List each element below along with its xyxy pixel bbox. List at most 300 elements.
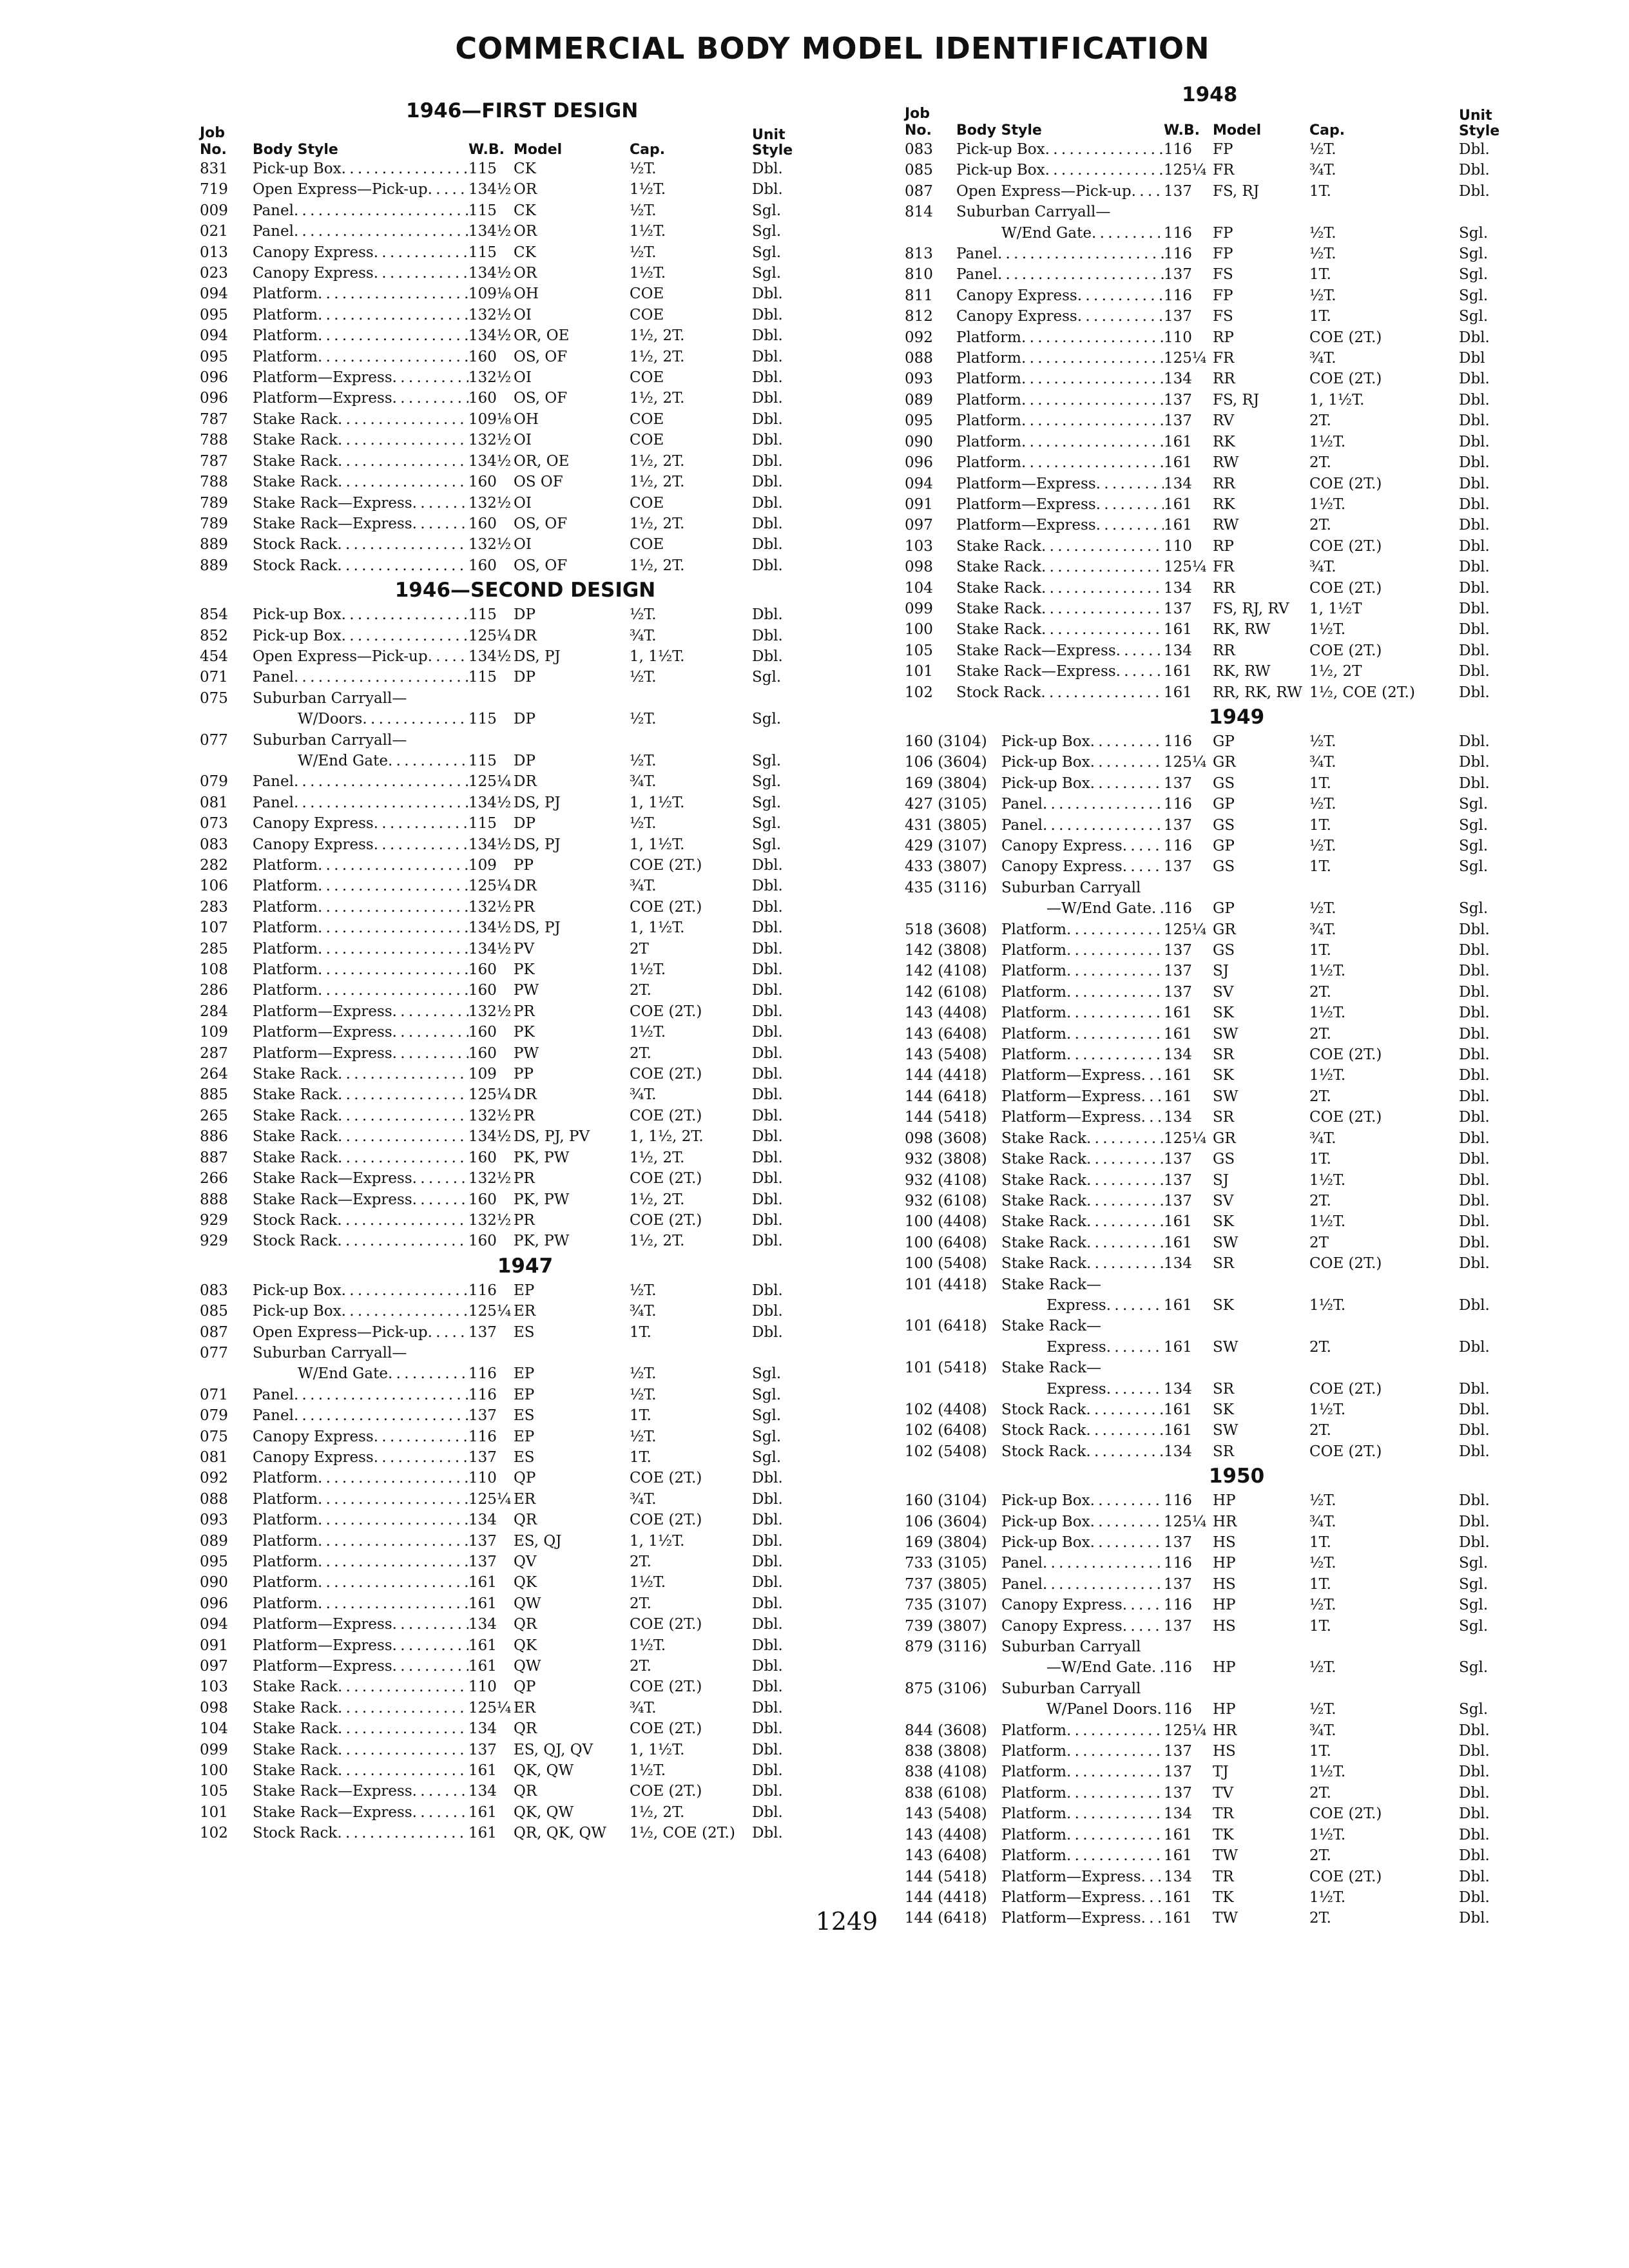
body-style-text: Platform	[1001, 1025, 1066, 1043]
capacity: ¾T.	[1309, 921, 1336, 938]
body-style	[1001, 1086, 1164, 1107]
model: DP	[514, 669, 535, 686]
job-no: 095	[905, 412, 933, 430]
body-style-text: Pick-up Box	[253, 627, 342, 644]
unit-style: Dbl.	[1459, 495, 1490, 513]
body-style-text: Express	[1046, 1380, 1106, 1398]
job-no: 101 (5418)	[905, 1360, 987, 1377]
wheelbase: 115	[468, 244, 497, 261]
unit-style: Dbl.	[1459, 475, 1490, 492]
dot-leader	[1086, 1441, 1164, 1462]
job-no: 285	[200, 940, 228, 957]
table-row	[905, 752, 1568, 773]
body-style-text: Stock Rack	[253, 1825, 338, 1842]
body-style	[1001, 982, 1164, 1003]
wheelbase: 161	[468, 1574, 497, 1591]
header-wb: W.B.	[468, 142, 505, 158]
capacity: 1½T.	[1309, 433, 1346, 450]
body-style	[253, 813, 468, 834]
unit-style: Dbl.	[1459, 412, 1490, 430]
table-row	[905, 1399, 1568, 1420]
unit-style: Dbl.	[752, 557, 783, 574]
body-style-text: Stake Rack—Express	[253, 1191, 412, 1208]
unit-style: Dbl.	[752, 536, 783, 553]
model: GS	[1213, 1151, 1235, 1168]
dot-leader	[374, 813, 468, 834]
model: DR	[514, 773, 537, 791]
table-row	[200, 284, 851, 304]
body-style-text: Canopy Express	[1001, 1597, 1123, 1614]
body-style-text: Panel	[253, 223, 294, 240]
unit-style: Sgl.	[1459, 1659, 1489, 1677]
unit-style: Sgl.	[752, 223, 782, 240]
capacity	[1309, 1637, 1459, 1657]
body-style	[253, 200, 468, 221]
unit-style: Dbl.	[752, 348, 783, 365]
wheelbase: 125¼	[1164, 921, 1207, 938]
body-style	[253, 1510, 468, 1530]
job-no: 929	[200, 1233, 228, 1250]
dot-leader	[342, 159, 468, 179]
body-style	[1001, 1170, 1164, 1191]
body-style-text: Platform	[253, 919, 318, 937]
body-style	[253, 834, 468, 855]
wheelbase: 161	[1164, 1234, 1192, 1251]
capacity: 2T.	[1309, 517, 1331, 534]
wheelbase: 115	[468, 711, 497, 728]
body-style	[253, 1084, 468, 1105]
capacity: ½T.	[1309, 1659, 1336, 1677]
capacity: 1½T.	[1309, 1067, 1346, 1084]
body-style-text: Stock Rack	[1001, 1401, 1086, 1418]
dot-leader	[1092, 223, 1164, 244]
job-no: 737 (3805)	[905, 1575, 987, 1593]
body-style	[253, 626, 468, 646]
unit-style: Dbl.	[1459, 1234, 1490, 1251]
wheelbase: 160	[468, 982, 497, 999]
dot-leader	[318, 347, 468, 367]
header-model: Model	[1213, 122, 1262, 139]
capacity: COE	[630, 369, 664, 387]
body-style-text: Stake Rack—Express	[253, 1783, 412, 1800]
capacity: 2T.	[1309, 454, 1331, 472]
unit-style: Dbl.	[1459, 1067, 1490, 1084]
capacity	[1309, 1274, 1459, 1295]
model: DS, PJ	[514, 836, 561, 853]
capacity: 1T.	[1309, 858, 1331, 876]
capacity: ½T.	[630, 815, 657, 832]
table-row	[200, 1760, 851, 1781]
unit-style: Sgl.	[1459, 1575, 1489, 1593]
job-no: 099	[905, 600, 933, 617]
wheelbase: 137	[1164, 1617, 1192, 1635]
capacity: 1½, 2T.	[630, 515, 685, 532]
dot-leader	[1096, 494, 1164, 515]
wheelbase: 137	[1164, 942, 1192, 959]
unit-style: Dbl.	[1459, 1088, 1490, 1105]
body-style	[956, 661, 1164, 682]
body-style-text: Platform	[1001, 1004, 1066, 1022]
capacity: COE	[630, 432, 664, 449]
table-row	[200, 1280, 851, 1301]
capacity: 1½, COE (2T.)	[630, 1825, 735, 1842]
model: GP	[1213, 796, 1235, 813]
model: PK, PW	[514, 1149, 570, 1166]
capacity	[1309, 1316, 1459, 1336]
model	[1213, 1358, 1309, 1378]
job-no: 719	[200, 181, 228, 198]
unit-style: Dbl.	[1459, 559, 1490, 576]
body-style-text: Platform—Express	[1001, 1109, 1141, 1126]
unit-style: Dbl.	[1459, 1513, 1490, 1530]
job-no: 101 (6418)	[905, 1318, 987, 1335]
body-style-text: Platform	[1001, 983, 1066, 1001]
dot-leader	[392, 1001, 468, 1022]
table-row	[905, 1637, 1568, 1657]
model: ES	[514, 1407, 535, 1425]
unit-style: Dbl.	[1459, 1004, 1490, 1022]
body-style	[253, 1781, 468, 1802]
dot-leader	[294, 1385, 468, 1405]
wheelbase: 134	[1164, 1443, 1192, 1460]
model: RK, RW	[1213, 621, 1271, 639]
unit-style: Dbl.	[752, 369, 783, 387]
capacity: ¾T.	[630, 878, 657, 895]
table-row	[200, 855, 851, 876]
capacity: 1½, 2T.	[630, 390, 685, 407]
capacity: ½T.	[630, 1386, 657, 1403]
unit-style: Dbl.	[1459, 921, 1490, 938]
body-style-text: Platform	[253, 1553, 318, 1570]
body-style	[253, 604, 468, 625]
dot-leader	[338, 1106, 468, 1126]
model: TR	[1213, 1868, 1234, 1885]
capacity: ½T.	[1309, 838, 1336, 854]
dot-leader	[338, 472, 468, 492]
table-row	[200, 688, 851, 709]
table-row	[905, 731, 1568, 752]
capacity: 1T.	[1309, 1575, 1331, 1593]
wheelbase: 137	[468, 1323, 497, 1341]
model: PR	[514, 1170, 535, 1187]
wheelbase: 116	[1164, 733, 1192, 750]
body-style	[956, 348, 1164, 369]
body-style-text: Suburban Carryall—	[253, 689, 407, 707]
dot-leader	[374, 834, 468, 855]
dot-leader	[318, 1489, 468, 1510]
model: ES, QJ	[514, 1532, 562, 1550]
table-row	[200, 1552, 851, 1572]
body-style-text: Platform—Express	[1001, 1067, 1141, 1084]
capacity: ¾T.	[1309, 1722, 1336, 1739]
model: DS, PJ, PV	[514, 1128, 590, 1146]
model: OR	[514, 181, 537, 198]
body-style-text: Platform	[253, 327, 318, 345]
header-unit-line2: Style	[1459, 123, 1500, 139]
dot-leader	[1041, 619, 1164, 640]
table-row	[905, 1379, 1568, 1399]
body-style	[253, 1447, 468, 1468]
job-no: 788	[200, 474, 228, 491]
body-style-text: Panel	[253, 773, 294, 791]
unit-style: Dbl.	[752, 1170, 783, 1187]
body-style-text: Suburban Carryall	[1001, 1680, 1141, 1697]
dot-leader	[1066, 1825, 1164, 1845]
model: FP	[1213, 287, 1233, 304]
body-style-text: Stake Rack	[1001, 1129, 1086, 1147]
model: OI	[514, 536, 532, 553]
job-no: 095	[200, 348, 228, 365]
section-title: 1947	[497, 1254, 554, 1278]
job-no: 838 (4108)	[905, 1763, 987, 1781]
capacity: 1T.	[1309, 308, 1331, 325]
body-style-text: Panel	[253, 202, 294, 219]
body-style-text: Platform	[253, 1595, 318, 1612]
unit-style	[1459, 878, 1510, 898]
wheelbase: 161	[1164, 1004, 1192, 1022]
unit-style: Dbl.	[752, 1532, 783, 1550]
table-row	[905, 640, 1568, 661]
unit-style: Sgl.	[1459, 224, 1489, 242]
model: DR	[514, 878, 537, 895]
body-style-text: Platform	[1001, 1743, 1066, 1760]
model: TJ	[1213, 1763, 1229, 1781]
wheelbase: 161	[1164, 495, 1192, 513]
unit-style: Sgl.	[752, 244, 782, 261]
unit-style: Dbl.	[752, 1490, 783, 1508]
table-row	[905, 898, 1568, 919]
dot-leader	[1090, 1532, 1164, 1553]
unit-style: Sgl.	[752, 202, 782, 219]
job-no: 102 (5408)	[905, 1443, 987, 1460]
wheelbase: 137	[468, 1448, 497, 1466]
unit-style: Dbl.	[752, 1512, 783, 1529]
table-row	[905, 878, 1568, 898]
job-no: 889	[200, 557, 228, 574]
body-style-text: Platform—Express	[253, 390, 392, 407]
model: FP	[1213, 141, 1233, 158]
job-no: 098	[905, 559, 933, 576]
wheelbase: 125¼	[468, 1086, 512, 1104]
table-row	[905, 1358, 1568, 1378]
model: SR	[1213, 1255, 1235, 1273]
model: SK	[1213, 1067, 1234, 1084]
dot-leader	[318, 959, 468, 980]
wheelbase: 134	[1164, 642, 1192, 659]
unit-style: Dbl.	[1459, 1784, 1490, 1802]
wheelbase: 161	[468, 1803, 497, 1821]
unit-style: Sgl.	[752, 711, 782, 728]
body-style	[1001, 752, 1164, 773]
capacity: COE (2T.)	[1309, 1868, 1382, 1885]
job-no	[200, 751, 253, 771]
unit-style: Dbl.	[1459, 983, 1490, 1001]
table-row	[905, 1065, 1568, 1086]
body-style	[253, 1168, 468, 1189]
model: FS	[1213, 266, 1233, 284]
body-style	[956, 327, 1164, 348]
wheelbase: 137	[1164, 983, 1192, 1001]
wheelbase: 160	[468, 1233, 497, 1250]
wheelbase: 134	[1164, 579, 1192, 597]
wheelbase: 134	[1164, 1255, 1192, 1273]
unit-style: Dbl.	[752, 1323, 783, 1341]
model	[1213, 1678, 1309, 1699]
body-style-text: Pick-up Box	[253, 606, 342, 624]
table-row	[200, 347, 851, 367]
unit-style: Sgl.	[752, 752, 782, 769]
body-style-text: Platform—Express	[1001, 1868, 1141, 1885]
body-style	[253, 493, 468, 514]
body-style-text: Platform	[1001, 1805, 1066, 1823]
wheelbase: 137	[1164, 600, 1192, 617]
dot-leader	[392, 1614, 468, 1635]
unit-style: Dbl.	[752, 306, 783, 323]
body-style	[1001, 878, 1164, 898]
body-style-text: Platform	[253, 348, 318, 365]
dot-leader	[1041, 557, 1164, 577]
model: DP	[514, 606, 535, 624]
capacity: 1½, 2T.	[630, 474, 685, 491]
wheelbase: 161	[1164, 684, 1192, 701]
unit-style: Dbl.	[752, 410, 783, 428]
table-row	[905, 264, 1568, 285]
body-style-text: W/Doors	[298, 711, 363, 728]
dot-leader	[318, 918, 468, 938]
job-no: 083	[200, 1282, 228, 1299]
unit-style	[1459, 1274, 1510, 1295]
body-style-text: Canopy Express	[956, 287, 1077, 304]
job-no: 101 (4418)	[905, 1276, 987, 1293]
job-no: 089	[905, 391, 933, 408]
dot-leader	[318, 939, 468, 959]
model	[514, 730, 630, 751]
capacity: 1½T.	[630, 1024, 666, 1041]
page-number: 1249	[815, 1907, 878, 1936]
body-style-text: Platform	[253, 857, 318, 874]
table-row	[200, 534, 851, 555]
capacity: 1½T.	[630, 181, 666, 198]
section-title: 1946—FIRST DESIGN	[406, 99, 639, 122]
body-style	[253, 1001, 468, 1022]
table-row	[200, 939, 851, 959]
unit-style: Dbl.	[1459, 1443, 1490, 1460]
model: PR	[514, 898, 535, 916]
model: HP	[1213, 1492, 1236, 1510]
dot-leader	[318, 1572, 468, 1593]
body-style-text: Stake Rack	[253, 1678, 338, 1696]
model: SR	[1213, 1443, 1235, 1460]
unit-style: Dbl.	[1459, 1805, 1490, 1823]
table-row	[200, 834, 851, 855]
body-style	[956, 494, 1164, 515]
body-style-text: Platform—Express	[253, 1616, 392, 1633]
wheelbase: 115	[468, 202, 497, 219]
wheelbase: 137	[1164, 391, 1192, 408]
body-style-text: Platform—Express	[956, 517, 1096, 534]
model: DS, PJ	[514, 919, 561, 937]
job-no: 085	[200, 1303, 228, 1320]
body-style	[1001, 1003, 1164, 1023]
job-no: 102	[905, 684, 933, 701]
capacity: COE (2T.)	[1309, 579, 1382, 597]
model: DP	[514, 752, 535, 769]
dot-leader	[1086, 1420, 1164, 1441]
dot-leader	[1043, 1553, 1164, 1573]
wheelbase: 161	[1164, 1067, 1192, 1084]
table-row	[905, 1086, 1568, 1107]
table-row	[905, 181, 1568, 202]
body-style	[253, 730, 468, 751]
dot-leader	[1066, 982, 1164, 1003]
wheelbase: 116	[468, 1428, 497, 1445]
model: OR, OE	[514, 452, 570, 470]
capacity: COE (2T.)	[630, 1066, 702, 1083]
unit-style: Dbl.	[752, 1553, 783, 1570]
job-no	[905, 1699, 1001, 1720]
wheelbase: 132½	[468, 432, 512, 449]
table-row	[905, 1441, 1568, 1462]
header-unit-line2: Style	[752, 142, 793, 159]
capacity: 2T.	[1309, 1088, 1331, 1105]
dot-leader	[1021, 327, 1164, 348]
body-style-text: Canopy Express	[1001, 858, 1123, 876]
body-style-text: Stake Rack	[956, 559, 1041, 576]
body-style-text: W/End Gate	[298, 1365, 388, 1383]
unit-style: Sgl.	[752, 1407, 782, 1425]
body-style	[253, 667, 468, 687]
dot-leader	[1106, 1295, 1164, 1316]
dot-leader	[1116, 661, 1164, 682]
body-style-text: Stake Rack	[253, 432, 338, 449]
body-style-text: Canopy Express	[253, 244, 374, 261]
wheelbase: 115	[468, 160, 497, 177]
dot-leader	[1090, 1512, 1164, 1532]
header-unit-style	[1459, 108, 1510, 139]
body-style	[253, 980, 468, 1001]
table-row	[905, 599, 1568, 619]
body-style	[253, 1022, 468, 1043]
capacity: COE	[630, 494, 664, 512]
capacity: ½T.	[1309, 1701, 1336, 1718]
unit-style: Dbl.	[752, 1282, 783, 1299]
body-style-text: Platform—Express	[253, 1637, 392, 1654]
capacity: 1½T.	[630, 1574, 666, 1591]
body-style	[253, 1322, 468, 1343]
body-style-text: Platform	[253, 1470, 318, 1487]
capacity: COE (2T.)	[630, 1616, 702, 1633]
unit-style: Dbl.	[752, 1825, 783, 1842]
capacity: COE (2T.)	[630, 1720, 702, 1738]
table-row	[200, 1043, 851, 1064]
capacity: 1½, 2T.	[630, 1803, 685, 1821]
body-style-text: Stake Rack	[956, 579, 1041, 597]
job-no: 093	[905, 370, 933, 388]
model: EP	[514, 1282, 535, 1299]
capacity: 1T.	[1309, 1617, 1331, 1635]
body-style-text: Stake Rack—Express	[253, 515, 412, 532]
body-style	[956, 432, 1164, 452]
table-row	[905, 160, 1568, 180]
table-row	[905, 452, 1568, 473]
body-style-text: Suburban Carryall—	[253, 731, 407, 749]
dot-leader	[337, 1231, 468, 1251]
body-style-text: Platform	[956, 433, 1021, 450]
model: CK	[514, 244, 536, 261]
body-style-text: Panel	[253, 1407, 294, 1425]
job-no: 144 (5418)	[905, 1868, 987, 1885]
dot-leader	[342, 1280, 468, 1301]
